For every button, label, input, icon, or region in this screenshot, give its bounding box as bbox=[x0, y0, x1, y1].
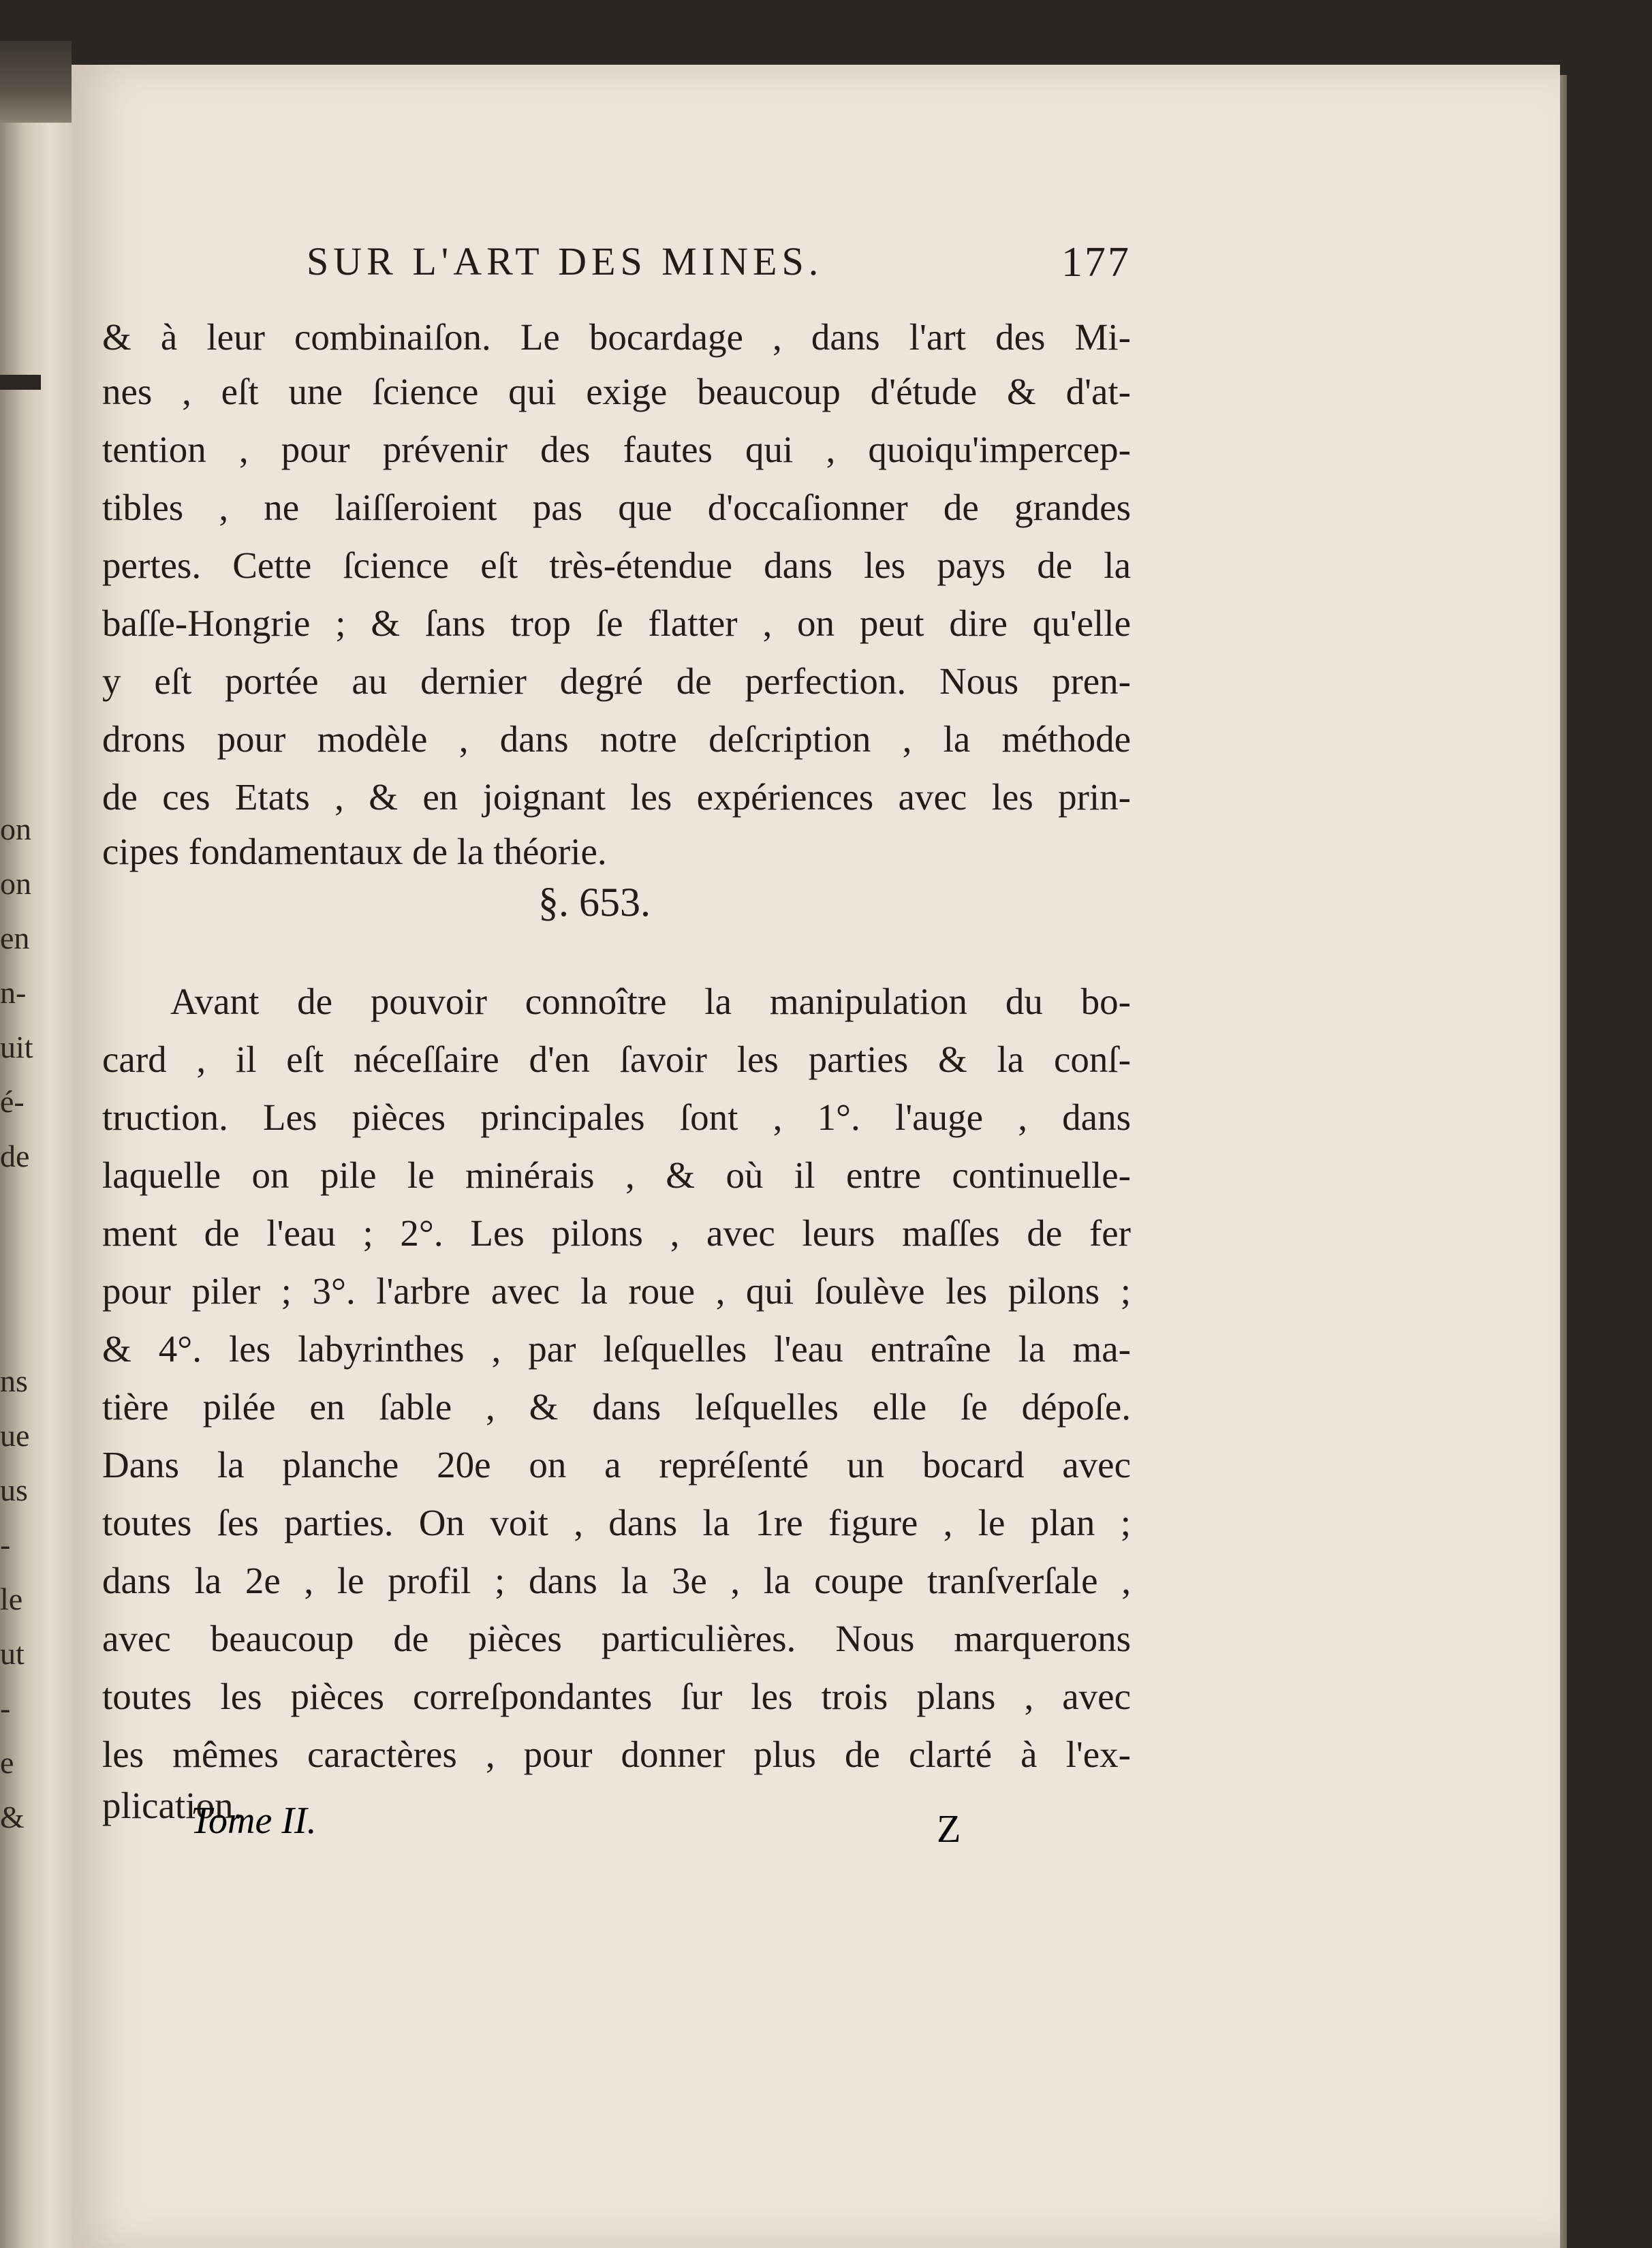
fragment: e bbox=[0, 1745, 14, 1780]
text-line: pour piler ; 3°. l'arbre avec la roue , qui ſoulève les pilons ; bbox=[102, 1270, 1131, 1312]
text-line: dans la 2e , le profil ; dans la 3e , la coupe tranſverſale , bbox=[102, 1560, 1131, 1601]
text-line: & 4°. les labyrinthes , par leſquelles l'eau entraîne la ma- bbox=[102, 1328, 1131, 1370]
text-line: tibles , ne laiſſeroient pas que d'occaſionner de grandes bbox=[102, 487, 1131, 528]
fragment: - bbox=[0, 1691, 11, 1725]
book-binding bbox=[0, 41, 72, 123]
fragment: ut bbox=[0, 1636, 25, 1671]
fragment: & bbox=[0, 1800, 25, 1834]
running-title: SUR L'ART DES MINES. bbox=[307, 239, 824, 283]
fragment: ue bbox=[0, 1418, 30, 1453]
text-line: avec beaucoup de pièces particulières. Nous marquerons bbox=[102, 1618, 1131, 1659]
text-line: ment de l'eau ; 2°. Les pilons , avec leurs maſſes de fer bbox=[102, 1212, 1131, 1254]
text-line: pertes. Cette ſcience eſt très-étendue dans les pays de la bbox=[102, 544, 1131, 586]
text-line: toutes ſes parties. On voit , dans la 1re figure , le plan ; bbox=[102, 1502, 1131, 1543]
text-line: les mêmes caractères , pour donner plus de clarté à l'ex- bbox=[102, 1734, 1131, 1775]
text-line: & à leur combinaiſon. Le bocardage , dans l'art des Mi- bbox=[102, 316, 1131, 358]
facing-page-edge bbox=[0, 41, 72, 2248]
fragment: é- bbox=[0, 1084, 25, 1119]
text-line: cipes fondamentaux de la théorie. bbox=[102, 831, 607, 872]
text-line: card , il eſt néceſſaire d'en ſavoir les parties & la conſ- bbox=[102, 1038, 1131, 1080]
fragment: de bbox=[0, 1139, 30, 1173]
text-line: Dans la planche 20e on a repréſenté un bocard avec bbox=[102, 1444, 1131, 1485]
running-head bbox=[232, 238, 1131, 293]
text-line: tention , pour prévenir des fautes qui , quoiqu'impercep- bbox=[102, 429, 1131, 470]
fragment: le bbox=[0, 1582, 23, 1616]
tome-label: Tome II. bbox=[191, 1800, 317, 1842]
text-line: nes , eſt une ſcience qui exige beaucoup d'étude & d'at- bbox=[102, 371, 1131, 412]
facing-page-mark bbox=[0, 375, 41, 390]
text-line: drons pour modèle , dans notre deſcription , la méthode bbox=[102, 718, 1131, 760]
text-line: y eſt portée au dernier degré de perfection. Nous pren- bbox=[102, 660, 1131, 702]
fragment: us bbox=[0, 1473, 28, 1507]
text-line: de ces Etats , & en joignant les expériences avec les prin- bbox=[102, 776, 1131, 818]
section-heading: §. 653. bbox=[538, 880, 651, 925]
page-number: 177 bbox=[1061, 239, 1131, 286]
text-line: baſſe-Hongrie ; & ſans trop ſe flatter , on peut dire qu'elle bbox=[102, 602, 1131, 644]
text-line: Avant de pouvoir connoître la manipulation du bo- bbox=[170, 981, 1131, 1022]
fragment: on bbox=[0, 866, 31, 901]
fragment: on bbox=[0, 812, 31, 846]
fragment: ns bbox=[0, 1364, 28, 1398]
text-line: plication. bbox=[102, 1785, 243, 1826]
text-line: toutes les pièces correſpondantes ſur les trois plans , avec bbox=[102, 1676, 1131, 1717]
fragment: n- bbox=[0, 975, 27, 1010]
fragment: en bbox=[0, 921, 30, 955]
text-line: laquelle on pile le minérais , & où il entre continuelle- bbox=[102, 1154, 1131, 1196]
text-line: truction. Les pièces principales ſont , 1°. l'auge , dans bbox=[102, 1096, 1131, 1138]
fragment: - bbox=[0, 1527, 11, 1562]
text-line: tière pilée en ſable , & dans leſquelles elle ſe dépoſe. bbox=[102, 1386, 1131, 1428]
signature-mark: Z bbox=[937, 1806, 961, 1851]
fragment: uit bbox=[0, 1030, 33, 1064]
